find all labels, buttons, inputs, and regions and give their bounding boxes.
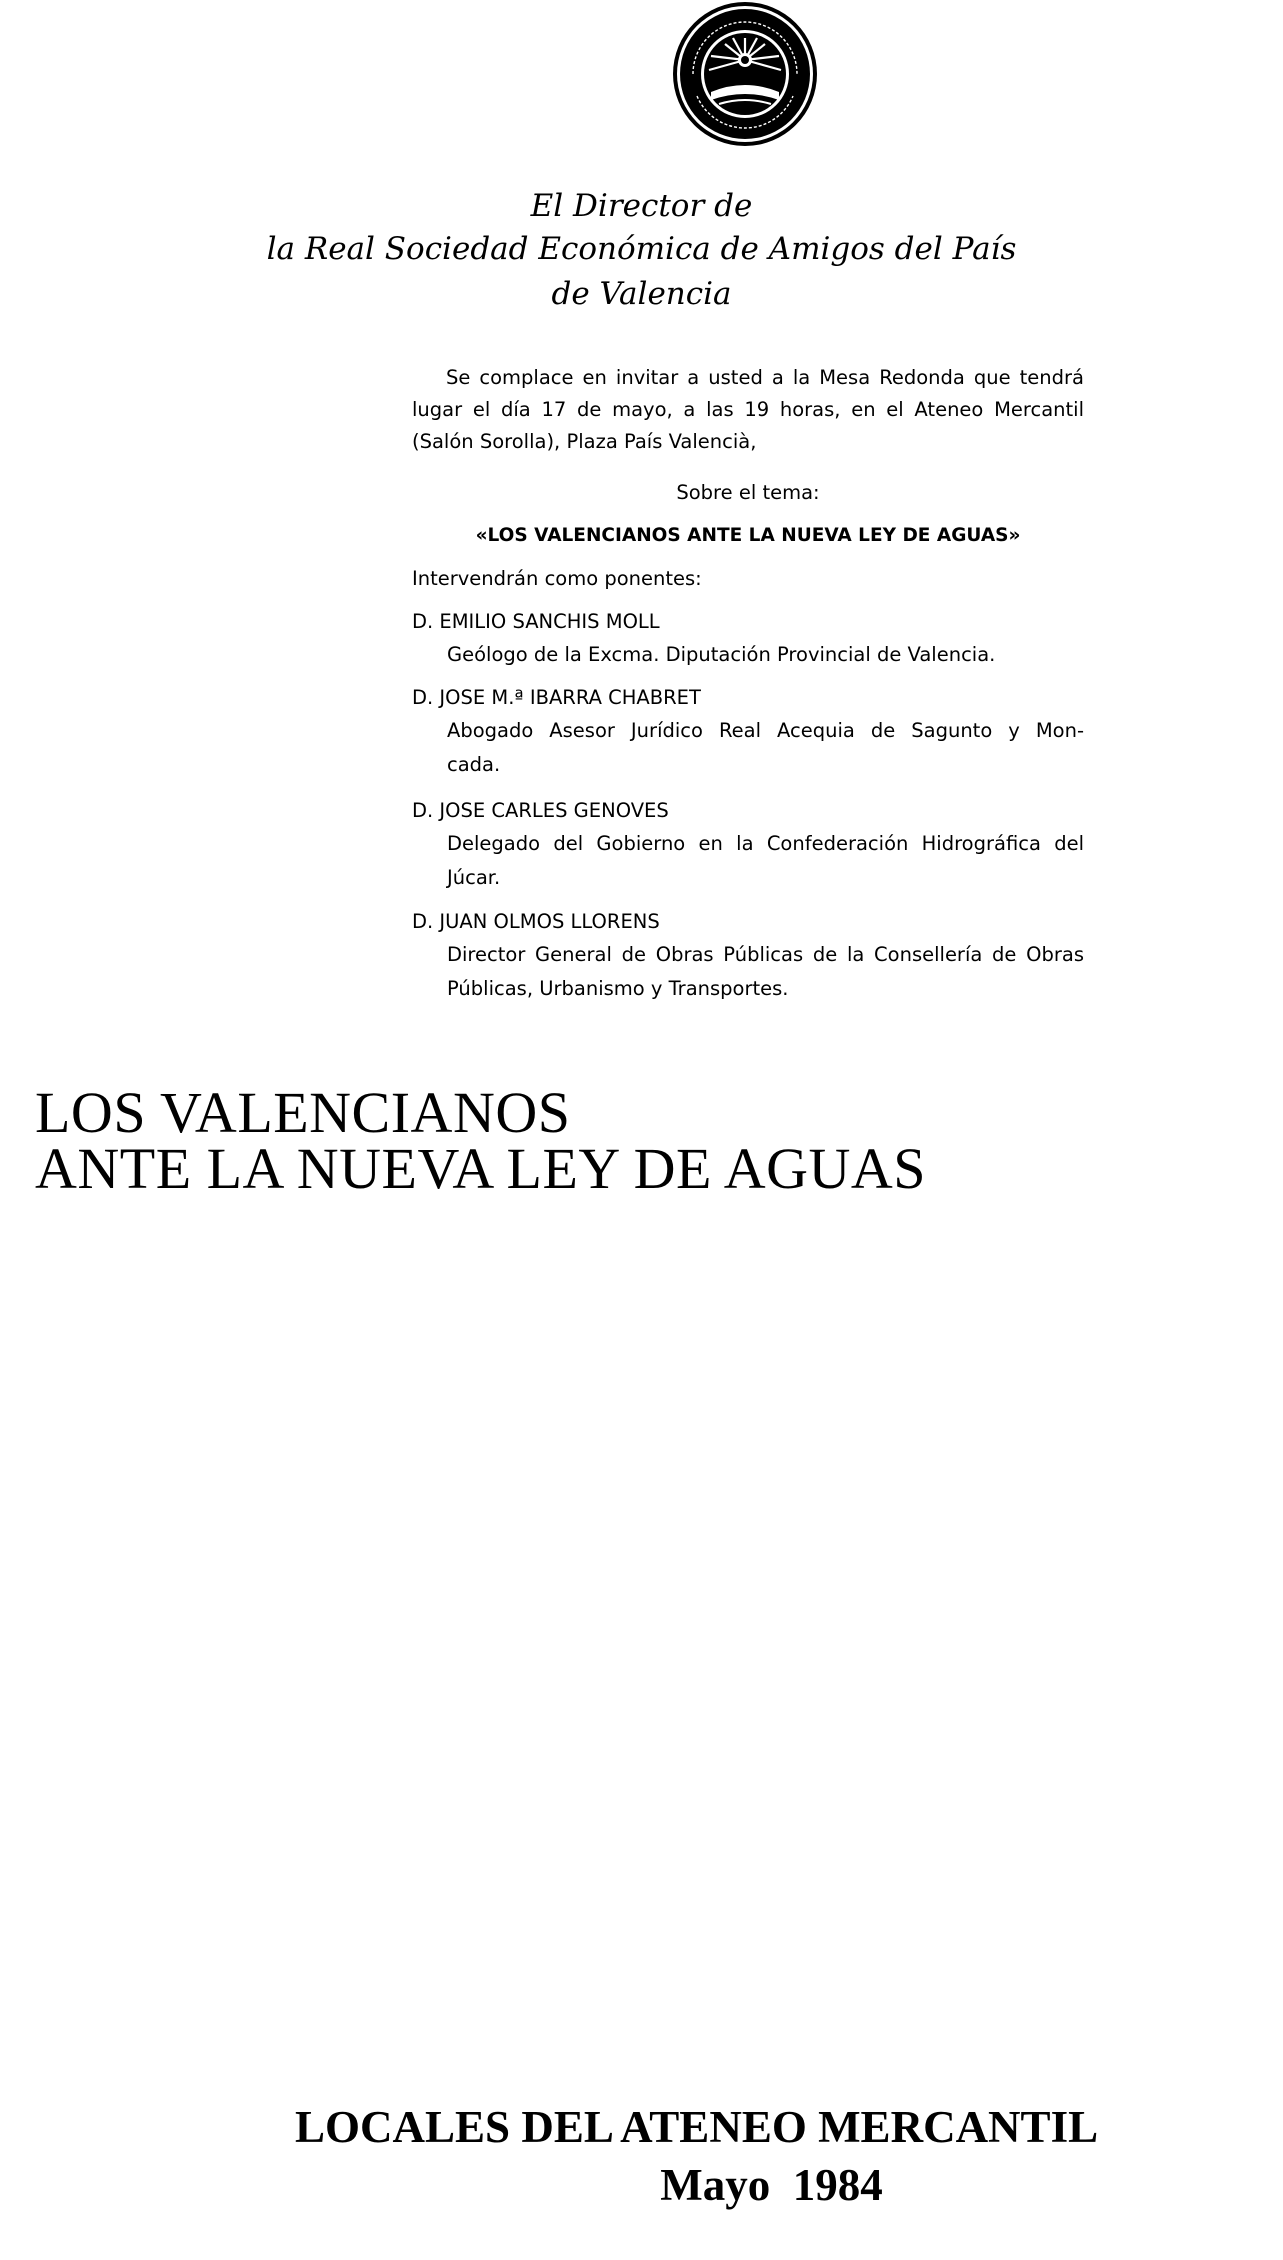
main-title-line-2: ANTE LA NUEVA LEY DE AGUAS [35,1136,927,1201]
speaker-role [447,938,1084,1006]
invitation-line: Se complace en invitar a usted a la Mesa Redonda que tendrá [446,366,1084,389]
speaker-role [447,827,1084,895]
invitation-paragraph [412,362,1084,458]
speaker-role [447,714,1084,782]
speaker-role-line: Júcar. [447,866,501,889]
speaker-role-line: Delegado del Gobierno en la Confederación Hidrográfica del [447,832,1084,855]
heading-line-1: El Director de [530,188,753,224]
speaker-role-line: Director General de Obras Públicas de la Consellería de Obras [447,943,1084,966]
invitation-line: lugar el día 17 de mayo, a las 19 horas, en el Ateneo Mercantil [412,398,1084,421]
venue-line: LOCALES DEL ATENEO MERCANTIL [295,2102,1099,2152]
speaker-name: D. EMILIO SANCHIS MOLL [412,610,660,633]
society-seal [671,0,819,148]
speaker-name: D. JUAN OLMOS LLORENS [412,910,660,933]
heading-line-2: la Real Sociedad Económica de Amigos del País [266,231,1017,267]
speaker-role-line: Geólogo de la Excma. Diputación Provincial de Valencia. [447,643,996,666]
speaker-role-line: Abogado Asesor Jurídico Real Acequia de Sagunto y Mon- [447,719,1084,742]
heading-line-3: de Valencia [551,276,732,312]
date-line [0,2158,1283,2212]
date-text: Mayo 1984 [660,2160,883,2210]
speaker-name: D. JOSE CARLES GENOVES [412,799,669,822]
topic-title: «LOS VALENCIANOS ANTE LA NUEVA LEY DE AGUAS» [475,525,1021,546]
main-title [35,1080,927,1201]
speaker-role-line: cada. [447,753,501,776]
speaker-role-line: Públicas, Urbanismo y Transportes. [447,977,789,1000]
sobre-label: Sobre el tema: [676,481,820,504]
speakers-intro: Intervendrán como ponentes: [412,567,702,590]
invitation-line: (Salón Sorolla), Plaza País Valencià, [412,430,757,453]
speaker-name: D. JOSE M.ª IBARRA CHABRET [412,686,701,709]
speaker-role [447,638,1084,672]
main-title-line-1: LOS VALENCIANOS [35,1080,571,1145]
